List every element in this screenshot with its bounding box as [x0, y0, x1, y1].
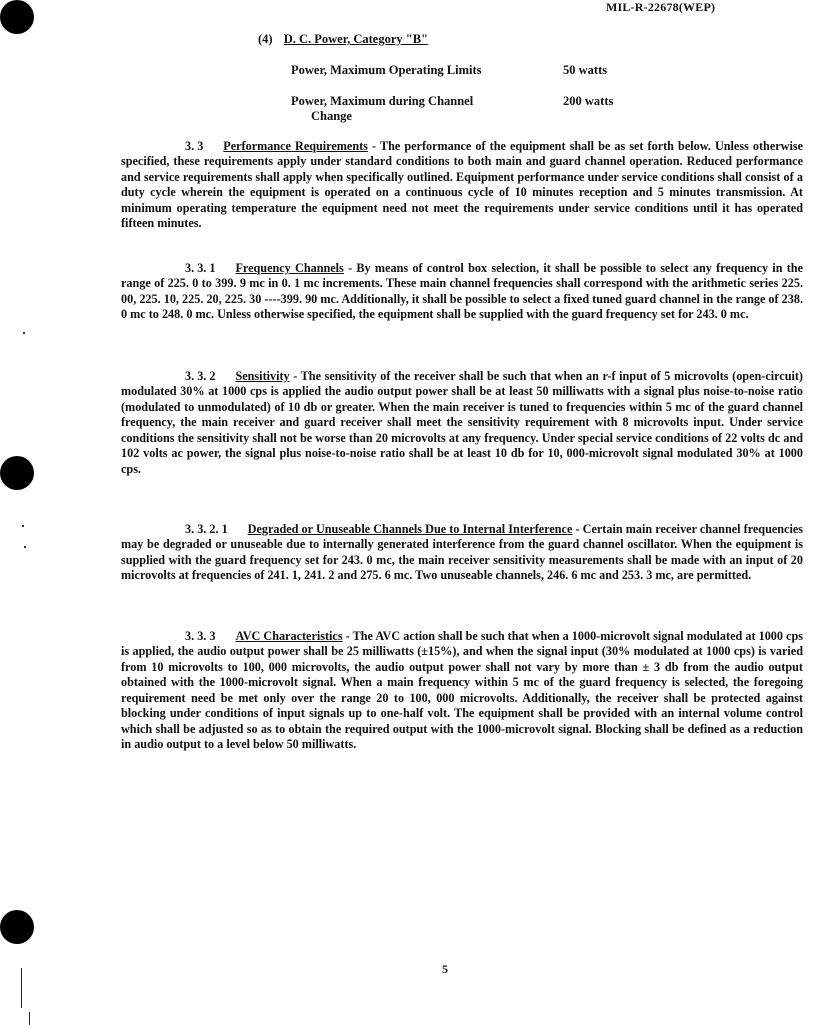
- paragraph-number: 3. 3: [185, 139, 204, 153]
- spec-label: Power, Maximum during Channel: [291, 94, 474, 108]
- spec-row: [291, 94, 613, 124]
- subsection-title: D. C. Power, Category "B": [283, 32, 428, 46]
- subsection-number: (4): [258, 32, 273, 46]
- paragraph-number: 3. 3. 2. 1: [185, 522, 228, 536]
- margin-mark: [24, 546, 26, 548]
- spec-label-continuation: Change: [311, 109, 352, 123]
- subsection-heading: [258, 32, 428, 47]
- page-number: 5: [442, 962, 448, 976]
- document-id: MIL-R-22678(WEP): [606, 0, 716, 14]
- margin-mark: [23, 332, 25, 334]
- margin-mark: [22, 525, 24, 527]
- paragraph-heading: AVC Characteristics: [235, 629, 343, 643]
- paragraph-body: - By means of control box selection, it shall be possible to select any frequency in the range of 225. 0 to 399. 9 mc in 0. 1 mc increments. These main channel frequencies shall correspond with the arithmetic series 225. 00, 225. 10, 225. 20, 225. 30 ----399. 90 mc. Additionally, it shall be possible to select a fixed tuned guard channel in the range of 238. 0 mc to 248. 0 mc. Unless otherwise specified, the equipment shall be supplied with the guard frequency set for 243. 0 mc.: [121, 261, 803, 322]
- paragraph-heading: Sensitivity: [235, 369, 290, 383]
- margin-line: [21, 968, 22, 1008]
- paragraph-3-3-2-1: [121, 522, 803, 584]
- paragraph-number: 3. 3. 3: [185, 629, 216, 643]
- paragraph-heading: Frequency Channels: [235, 261, 344, 275]
- paragraph-heading: Performance Requirements: [223, 139, 368, 153]
- punch-hole-middle: [0, 456, 34, 490]
- spec-value: 50 watts: [563, 63, 608, 77]
- margin-line: [29, 1012, 30, 1025]
- paragraph-body: - Certain main receiver channel frequencies may be degraded or unuseable due to internally generated interference from the guard channel oscillator. When the equipment is supplied with the guard frequency set for 243. 0 mc, the main receiver sensitivity measurements shall be made with an input of 20 microvolts at frequencies of 241. 1, 241. 2 and 275. 6 mc. Two unuseable channels, 246. 6 mc and 253. 3 mc, are permitted.: [121, 522, 803, 583]
- punch-hole-top: [0, 0, 34, 34]
- paragraph-body: - The sensitivity of the receiver shall be such that when an r-f input of 5 microvolts (open-circuit) modulated 30% at 1000 cps is applied the audio output power shall be at least 50 milliwatts with a signal plus noise-to-noise ratio (modulated to unmodulated) of 10 db or greater. When the main receiver is tuned to frequencies within 5 mc of the guard channel frequency, the main receiver and guard receiver shall meet the sensitivity requirement with 8 microvolts input. Under service conditions the sensitivity shall not be worse than 20 microvolts at any frequency. Under special service conditions of 22 volts dc and 102 volts ac power, the signal plus noise-to-noise ratio shall be at least 10 db for 10, 000-microvolt signal modulated 30% at 1000 cps.: [121, 369, 803, 476]
- paragraph-body: - The AVC action shall be such that when a 1000-microvolt signal modulated at 1000 cps is applied, the audio output power shall be 25 milliwatts (±15%), and when the signal input (30% modulated at 1000 cps) is varied from 10 microvolts to 100, 000 microvolts, the audio output power shall not vary by more than ± 3 db from the audio output obtained with the 1000-microvolt signal. When a main frequency within 5 mc of the guard frequency is selected, the foregoing requirement need be met only over the range 20 to 100, 000 microvolts. Additionally, the receiver shall be protected against blocking under conditions of input signals up to one-half volt. The equipment shall be provided with an internal volume control which shall be adjusted so as to obtain the required output with the 1000-microvolt signal. Blocking shall be defined as a reduction in audio output to a level below 50 milliwatts.: [121, 629, 803, 752]
- spec-label: Power, Maximum Operating Limits: [291, 63, 482, 77]
- spec-value: 200 watts: [563, 94, 614, 108]
- paragraph-3-3-1: [121, 261, 803, 323]
- paragraph-body: - The performance of the equipment shall be as set forth below. Unless otherwise specified, these requirements apply under standard conditions to both main and guard channel operation. Reduced performance and service requirements shall apply when specifically outlined. Equipment performance under service conditions shall consist of a duty cycle wherein the equipment is operated on a continuous cycle of 10 minutes reception and 5 minutes transmission. At minimum operating temperature the equipment need not meet the requirements under service conditions until it has operated fifteen minutes.: [121, 139, 803, 231]
- paragraph-3-3-3: [121, 629, 803, 753]
- paragraph-3-3: [121, 139, 803, 232]
- paragraph-number: 3. 3. 1: [185, 261, 216, 275]
- spec-row: [291, 63, 607, 78]
- paragraph-number: 3. 3. 2: [185, 369, 216, 383]
- paragraph-heading: Degraded or Unuseable Channels Due to Internal Interference: [247, 522, 573, 536]
- paragraph-3-3-2: [121, 369, 803, 477]
- punch-hole-bottom: [0, 910, 34, 944]
